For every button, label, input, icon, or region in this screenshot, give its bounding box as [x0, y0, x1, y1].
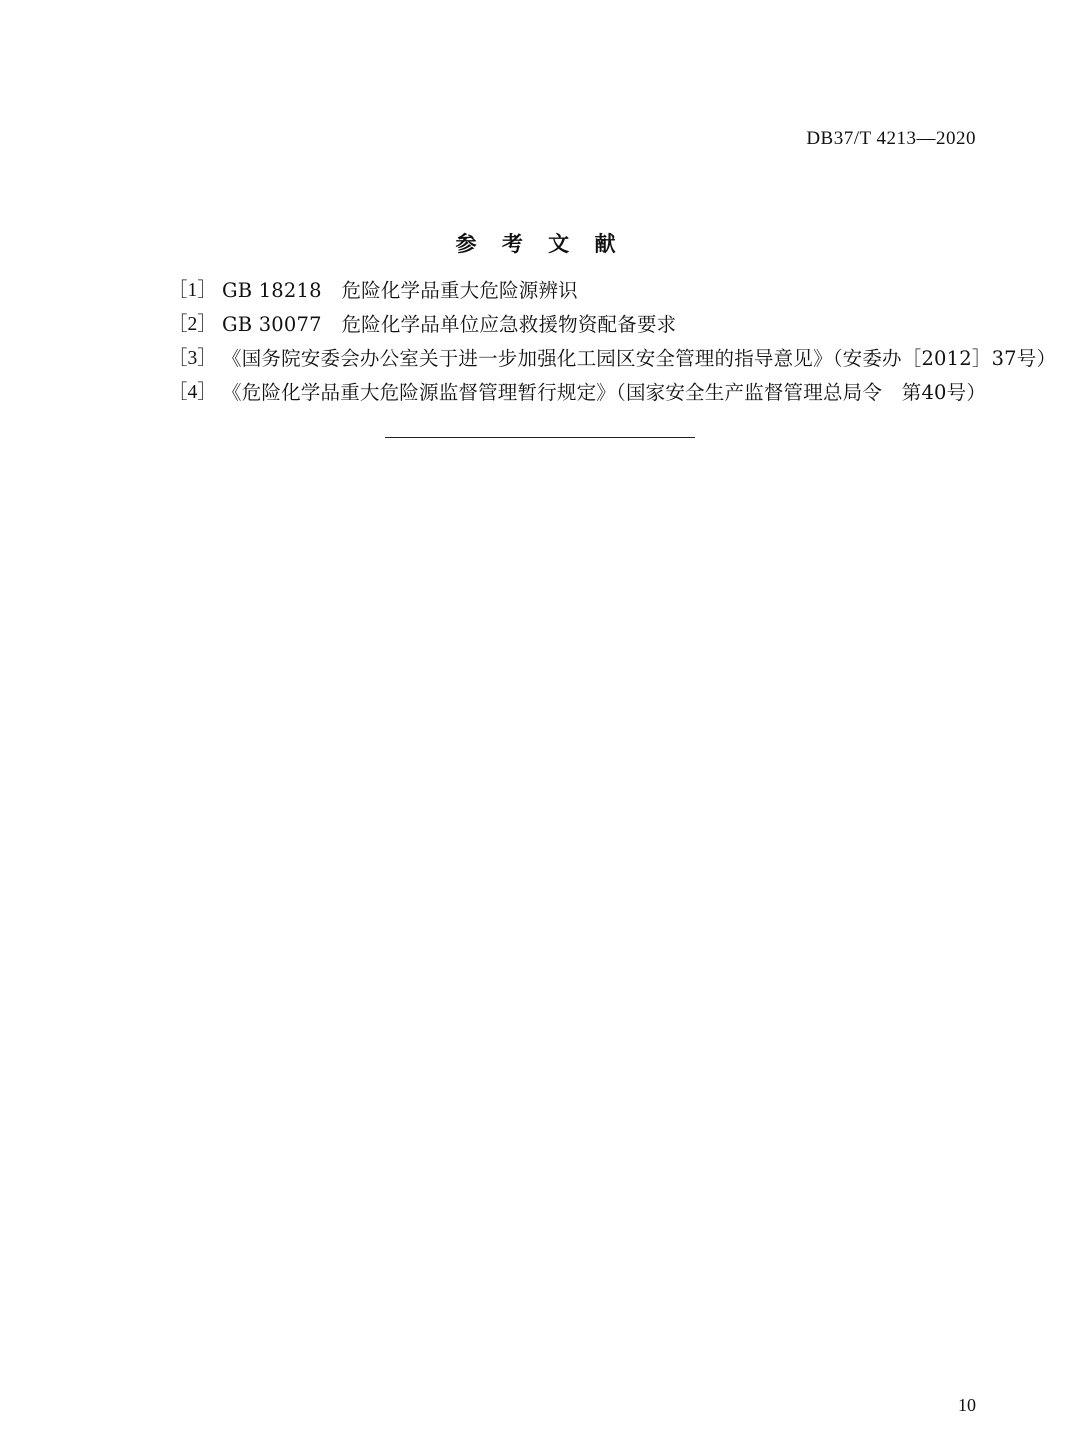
reference-text: 《危险化学品重大危险源监督管理暂行规定》（国家安全生产监督管理总局令 第40号） — [222, 381, 987, 404]
section-end-rule — [385, 437, 695, 438]
reference-marker: ［3］ — [168, 348, 217, 369]
list-item — [168, 378, 1000, 408]
list-item — [168, 310, 1000, 340]
reference-text: GB 30077 危险化学品单位应急救援物资配备要求 — [222, 313, 677, 336]
reference-marker: ［1］ — [168, 280, 217, 301]
page-title: 参 考 文 献 — [455, 231, 625, 256]
standard-code-header: DB37/T 4213—2020 — [806, 128, 976, 149]
reference-list — [168, 276, 1057, 412]
reference-text: GB 18218 危险化学品重大危险源辨识 — [222, 279, 578, 302]
list-item — [168, 276, 1000, 306]
page-number: 10 — [958, 1395, 976, 1415]
list-item — [168, 344, 1057, 374]
reference-text: 《国务院安委会办公室关于进一步加强化工园区安全管理的指导意见》（安委办［2012］37号） — [222, 347, 1057, 370]
reference-marker: ［4］ — [168, 382, 217, 403]
reference-marker: ［2］ — [168, 314, 217, 335]
